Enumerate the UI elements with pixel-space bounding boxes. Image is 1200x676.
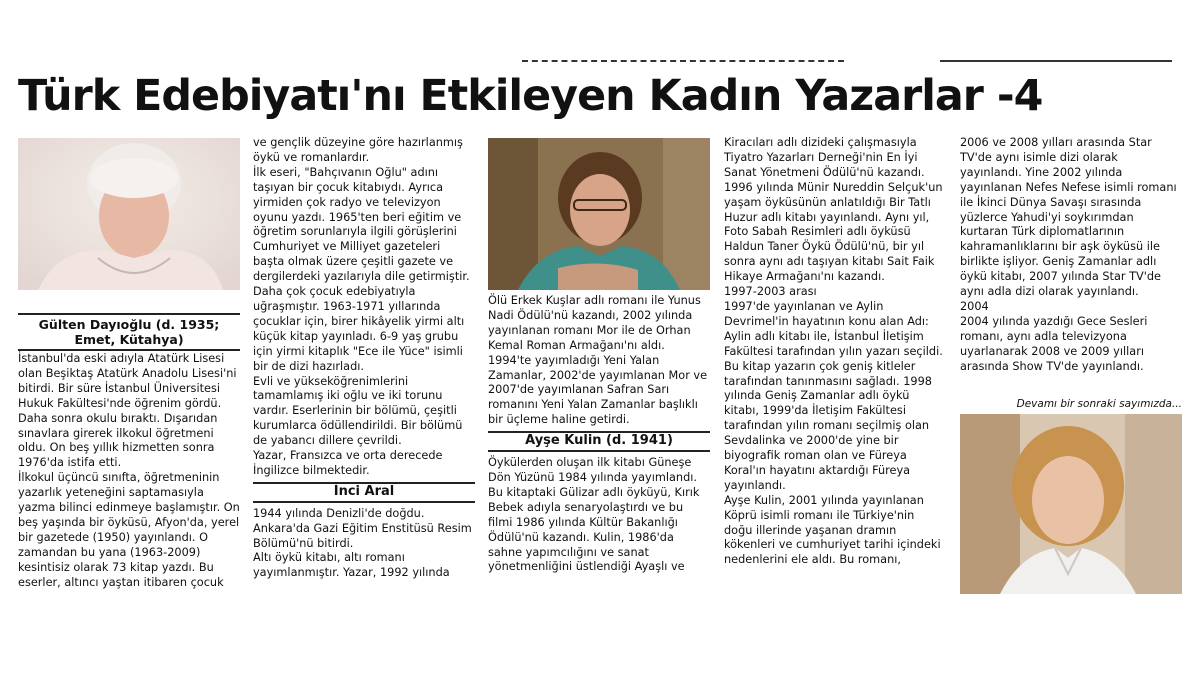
paragraph: İlkokul üçüncü sınıfta, öğretmeninin yazarlık yeteneğini saptamasıyla yazma bilinci edinmeye başlamıştır. On beş yaşında bir öyküsü, Afyon'da, yerel bir gazetede (1950) yayınlandı. O zamandan bu yana (1963-2009) kesintisiz olarak 73 kitap yazdı. Bu eserler, altıncı yaştan itibaren çocuk [18, 471, 240, 589]
paragraph: 1996 yılında Münir Nureddin Selçuk'un yaşam öyküsünün anlatıldığı Bir Tatlı Huzur adlı kitabı yayınlandı. Aynı yıl, Foto Sabah Resimleri adlı öyküsü Haldun Taner Öykü Ödülü'nü, bir yıl sonra aynı adı taşıyan kitabı Sait Faik Hikaye Armağanı'nı kazandı. [724, 180, 943, 284]
paragraph: Evli ve yükseköğrenimlerini tamamlamış iki oğlu ve iki torunu vardır. Eserlerinin bir bölümü, çeşitli kurumlarca ödüllendirildi. Bir bölümü de yabancı dillere çevrildi. [253, 374, 463, 448]
article-column-5 [960, 136, 1182, 375]
top-dashed-rule [522, 60, 844, 62]
caption-gulten-dayioglu: Gülten Dayıoğlu (d. 1935; Emet, Kütahya) [18, 313, 240, 351]
article-column-2 [253, 136, 475, 581]
top-solid-rule [940, 60, 1172, 62]
paragraph: 1944 yılında Denizli'de doğdu. Ankara'da Gazi Eğitim Enstitüsü Resim Bölümü'nü bitirdi. [253, 506, 472, 550]
headline: Türk Edebiyatı'nı Etkileyen Kadın Yazarlar -4 [18, 71, 1043, 121]
article-column-3 [488, 294, 710, 575]
photo-ayse-kulin [960, 414, 1182, 594]
subhead-ayse-kulin: Ayşe Kulin (d. 1941) [488, 431, 710, 452]
paragraph: 1994'te yayımladığı Yeni Yalan Zamanlar, 2002'de yayımlanan Mor ve 2007'de yayımlanan Safran Sarı romanını Yeni Yalan Zamanlar başlıklı bir üçleme haline getirdi. [488, 353, 708, 427]
photo-inci-aral [488, 138, 710, 290]
paragraph: 1997-2003 arası [724, 285, 817, 299]
paragraph: Altı öykü kitabı, altı romanı yayımlanmıştır. Yazar, 1992 yılında [253, 551, 450, 580]
paragraph: İlk eseri, "Bahçıvanın Oğlu" adını taşıyan bir çocuk kitabıydı. Ayrıca yirmiden çok radyo ve televizyon oyunu yazdı. 1965'ten beri eğitim ve öğretim sorunlarıyla ilgili görüşlerini Cumhuriyet ve Milliyet gazeteleri başta olmak üzere çeşitli gazete ve dergilerdeki yazılarıyla dile getirmiştir. Daha çok çocuk edebiyatıyla uğraşmıştır. 1963-1971 yıllarında çocuklar için, birer hikâyelik yirmi altı küçük kitap yayınladı. 6-9 yaş grubu için yirmi kitaplık "Ece ile Yüce" isimli bir de dizi hazırladı. [253, 165, 470, 373]
paragraph: ve gençlik düzeyine göre hazırlanmış öykü ve romanlardır. [253, 136, 463, 164]
continued-note: Devamı bir sonraki sayımızda... [1016, 398, 1182, 410]
paragraph: 2004 [960, 299, 989, 313]
paragraph: 2006 ve 2008 yılları arasında Star TV'de aynı isimle dizi olarak yayınlandı. Yine 2002 yılında yayınlanan Nefes Nefese isimli romanı ile İkinci Dünya Savaşı sırasında yüzlerce Yahudi'yi soykırımdan kurtaran Türk diplomatlarının kahramanlıklarını bir aşk öyküsü ile birlikte işliyor. Geniş Zamanlar adlı öykü kitabı, 2007 yılında Star TV'de aynı adla dizi olarak yayınlandı. [960, 136, 1177, 299]
paragraph: 2004 yılında yazdığı Gece Sesleri romanı, aynı adla televizyona uyarlanarak 2008 ve 2009 yılları arasında Show TV'de yayınlandı. [960, 314, 1148, 373]
article-column-4 [724, 136, 946, 568]
paragraph: 1997'de yayınlanan ve Aylin Devrimel'in hayatının konu alan Adı: Aylin adlı kitabı ile, İstanbul İletişim Fakültesi tarafından yılın yazarı seçildi. Bu kitap yazarın çok geniş kitleler tarafından tanınmasını sağladı. 1998 yılında Geniş Zamanlar adlı öykü kitabı, 1999'da İletişim Fakültesi tarafından yılın romanı seçilmiş olan Sevdalinka ve 2000'de yine bir biyografik roman olan ve Füreya Koral'ın hayatını aktardığı Füreya yayınlandı. [724, 299, 943, 492]
paragraph: Yazar, Fransızca ve orta derecede İngilizce bilmektedir. [253, 449, 443, 477]
paragraph: İstanbul'da eski adıyla Atatürk Lisesi olan Beşiktaş Atatürk Anadolu Lisesi'ni bitirdi. Bir süre İstanbul Üniversitesi Hukuk Fakültesi'nde öğrenim gördü. Daha sonra okulu bıraktı. Dışarıdan sınavlara girerek ilkokul öğretmeni oldu. On beş yıllık hizmetten sonra 1976'da istifa etti. [18, 352, 237, 470]
paragraph: Ölü Erkek Kuşlar adlı romanı ile Yunus Nadi Ödülü'nü kazandı, 2002 yılında yayınlanan romanı Mor ile de Orhan Kemal Roman Armağanı'nı aldı. [488, 294, 701, 352]
article-column-1 [18, 352, 240, 591]
paragraph: Ayşe Kulin, 2001 yılında yayınlanan Köprü isimli romanı ile Türkiye'nin doğu illerinde yaşanan dramın kökenleri ve cumhuriyet tarihi içindeki nedenlerini ele aldı. Bu romanı, [724, 493, 941, 567]
subhead-inci-aral: İnci Aral [253, 482, 475, 503]
paragraph: Kiracıları adlı dizideki çalışmasıyla Tiyatro Yazarları Derneği'nin En İyi Sanat Yönetmeni Ödülü'nü kazandı. [724, 136, 925, 179]
paragraph: Öykülerden oluşan ilk kitabı Güneşe Dön Yüzünü 1984 yılında yayımlandı. Bu kitaptaki Gülizar adlı öyküyü, Kırık Bebek adıyla senaryolaştırdı ve bu filmi 1986 yılında Kültür Bakanlığı Ödülü'nü kazandı. Kulin, 1986'da sahne yapımcılığını ve sanat yönetmenliğini üstlendiği Ayaşlı ve [488, 456, 700, 574]
photo-gulten-dayioglu [18, 138, 240, 290]
